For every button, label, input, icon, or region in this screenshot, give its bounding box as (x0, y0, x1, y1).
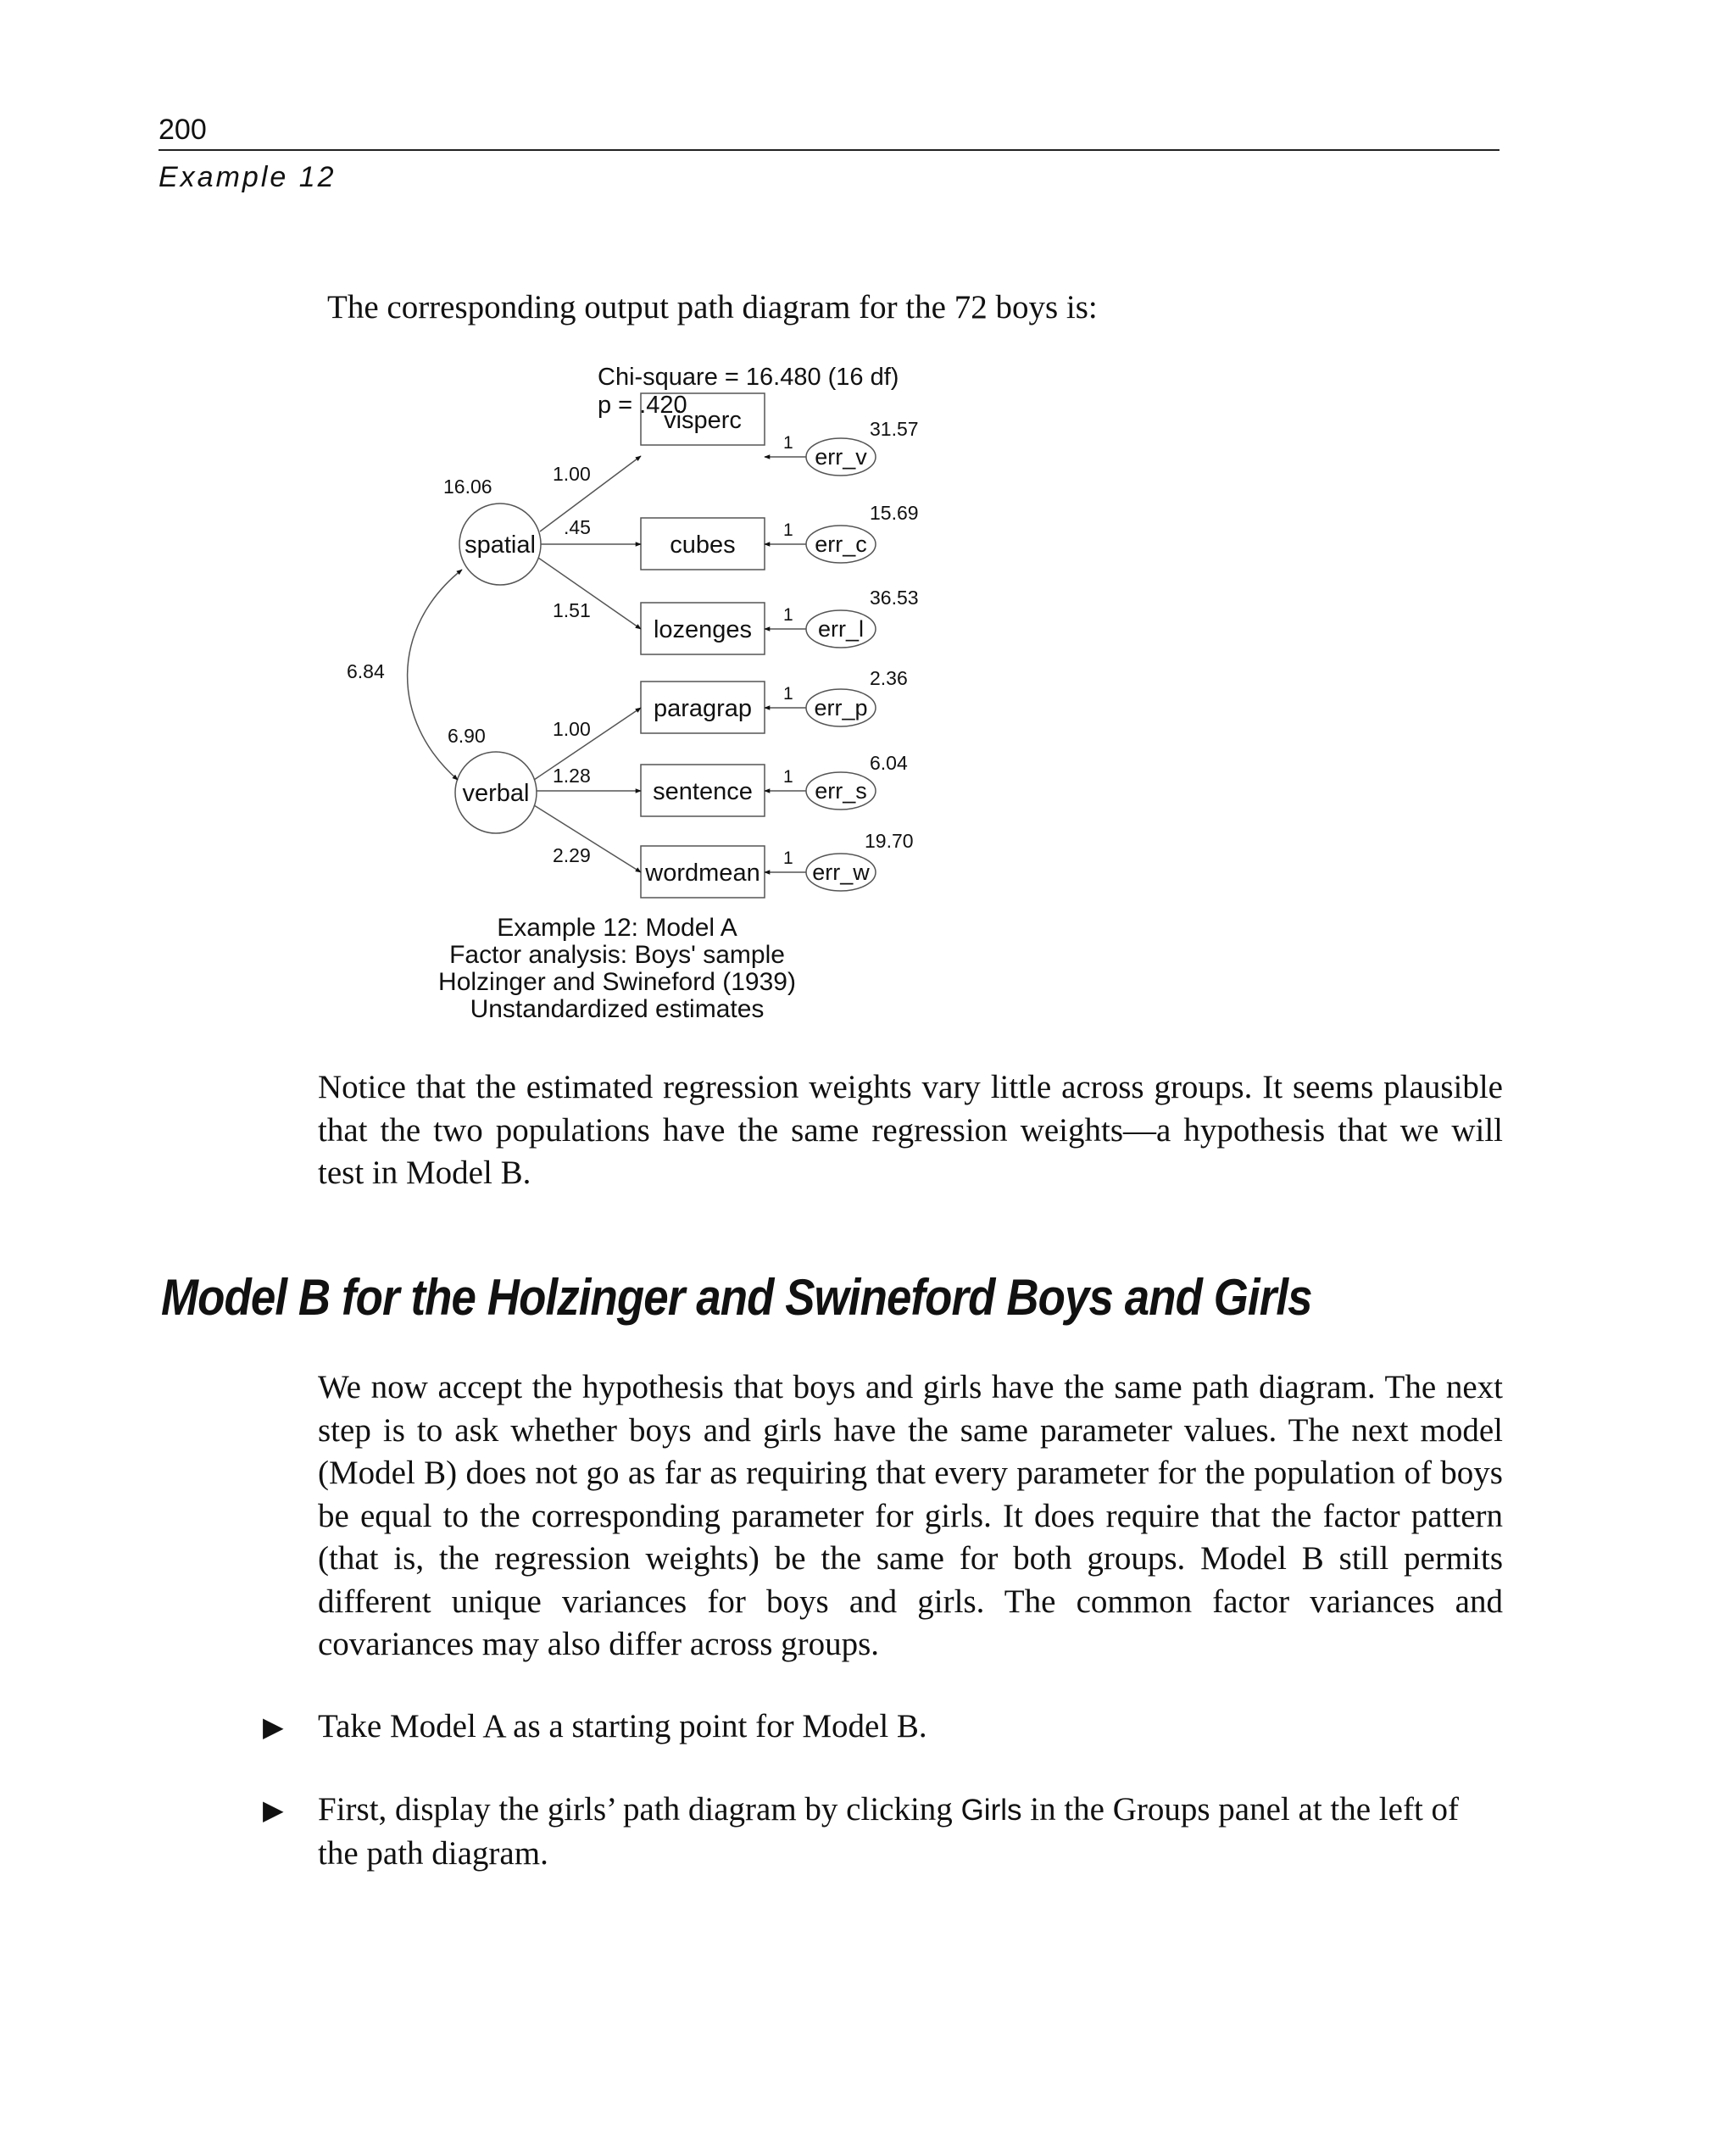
error-err-p (765, 667, 908, 726)
error-err-l-label: err_l (817, 616, 865, 642)
error-err-p-label: err_p (814, 695, 868, 721)
observed-lozenges (641, 603, 765, 654)
error-path-lozenges: 1 (783, 605, 793, 625)
error-variance-err-w: 19.70 (865, 830, 914, 852)
error-variance-err-c: 15.69 (870, 502, 919, 524)
error-err-w-label: err_w (812, 860, 870, 885)
factor-verbal-variance: 6.90 (448, 725, 486, 747)
caption-line-2: Factor analysis: Boys' sample (449, 941, 785, 969)
error-err-c (765, 502, 919, 563)
covariance-curve (408, 570, 462, 780)
error-variance-err-v: 31.57 (870, 418, 919, 440)
section-heading: Model B for the Holzinger and Swineford Boys and Girls (161, 1269, 1312, 1326)
error-err-l (765, 587, 919, 648)
running-head: Example 12 (159, 161, 337, 193)
factor-verbal-label: verbal (462, 780, 530, 807)
loading-visperc: 1.00 (553, 463, 591, 485)
observed-paragrap (641, 682, 765, 733)
loading-lozenges: 1.51 (553, 599, 591, 621)
caption-line-1: Example 12: Model A (497, 914, 737, 942)
bullet-text-before: First, display the girls’ path diagram by clicking (318, 1791, 953, 1828)
caption-line-3: Holzinger and Swineford (1939) (438, 968, 796, 996)
intro-sentence: The corresponding output path diagram for the 72 boys is: (327, 289, 1098, 325)
observed-lozenges-label: lozenges (653, 616, 753, 643)
body-paragraph: We now accept the hypothesis that boys and girls have the same path diagram. The next step is to ask whether boys and girls have the same parameter values. The next model (Model B) does not go as far as requiring that every parameter for the population of boys be equal to the corresponding parameter for girls. It does require that the factor pattern (that is, the regression weights) be the same for both groups. Model B still permits different unique variances for boys and girls. The common factor variances and covariances may also differ across groups. (318, 1369, 1503, 1662)
observed-wordmean-label: wordmean (645, 860, 760, 887)
factor-spatial-variance: 16.06 (443, 476, 492, 498)
observed-paragrap-label: paragrap (653, 695, 753, 722)
error-err-s (765, 752, 908, 810)
error-err-v-label: err_v (815, 444, 867, 470)
error-variance-err-l: 36.53 (870, 587, 919, 609)
observed-cubes-label: cubes (670, 531, 736, 559)
fit-chi-square: Chi-square = 16.480 (16 df) (598, 364, 899, 391)
observed-sentence-label: sentence (653, 778, 753, 805)
error-path-cubes: 1 (783, 520, 793, 540)
error-err-s-label: err_s (815, 778, 867, 804)
observed-cubes (641, 518, 765, 570)
page-number: 200 (159, 114, 207, 146)
error-path-wordmean: 1 (783, 849, 793, 868)
bullet-text: Take Model A as a starting point for Model B. (318, 1708, 927, 1744)
fit-p-value: p = .420 (598, 392, 687, 419)
loading-paragrap: 1.00 (553, 718, 591, 740)
observed-sentence (641, 765, 765, 816)
error-variance-err-s: 6.04 (870, 752, 908, 774)
error-path-paragrap: 1 (783, 684, 793, 704)
error-path-visperc: 1 (783, 433, 793, 453)
diagram-caption (438, 914, 796, 1023)
error-path-sentence: 1 (783, 767, 793, 787)
girls-ui-term: Girls (960, 1794, 1022, 1827)
header-rule (159, 149, 1500, 151)
bullet-triangle-icon: ▶ (263, 1711, 284, 1742)
error-err-v (765, 418, 919, 476)
error-err-c-label: err_c (815, 531, 867, 557)
loading-wordmean: 2.29 (553, 844, 591, 866)
bullet-text (318, 1789, 1503, 1875)
path-diagram (322, 356, 1017, 1051)
bullet-triangle-icon: ▶ (263, 1794, 284, 1825)
notice-paragraph: Notice that the estimated regression weights vary little across groups. It seems plausible that the two populations have the same regression weights—a hypothesis that we will test in Model B. (318, 1069, 1503, 1191)
factor-spatial (443, 476, 541, 585)
error-variance-err-p: 2.36 (870, 667, 908, 689)
loading-sentence: 1.28 (553, 765, 591, 787)
observed-visperc-label: visperc (664, 407, 742, 434)
bullet-text-after: in the Groups panel at the left of the path diagram. (318, 1791, 1460, 1872)
covariance-value: 6.84 (347, 660, 385, 682)
loading-cubes: .45 (564, 516, 591, 538)
factor-verbal (448, 725, 537, 833)
factor-spatial-label: spatial (465, 531, 536, 559)
caption-line-4: Unstandardized estimates (470, 995, 765, 1023)
observed-wordmean (641, 846, 765, 898)
error-err-w (765, 830, 914, 891)
